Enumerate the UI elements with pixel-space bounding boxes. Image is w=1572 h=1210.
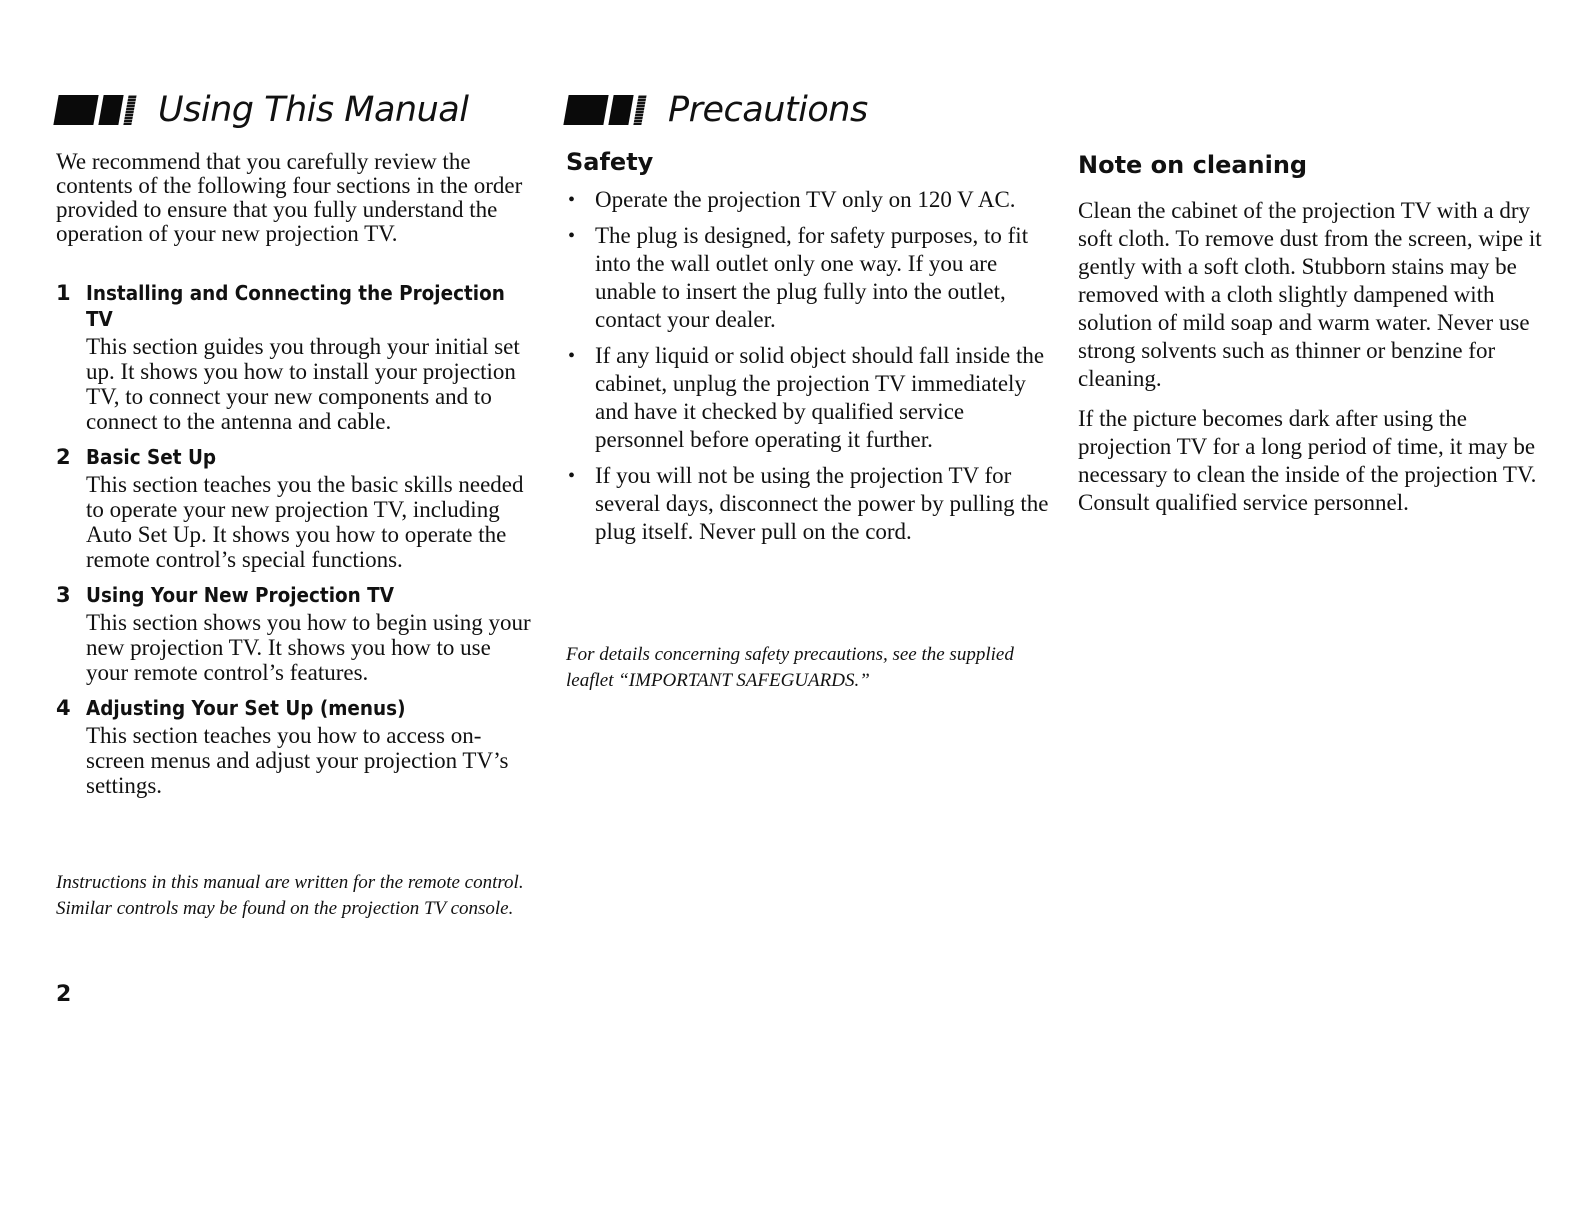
- safety-item-text: If any liquid or solid object should fall inside the cabinet, unplug the projection TV immediately and have it checked by qualified service personnel before operating it further.: [595, 343, 1045, 452]
- bullet-icon: •: [568, 345, 576, 367]
- precautions-header: [566, 86, 868, 134]
- cleaning-paragraph: If the picture becomes dark after using the projection TV for a long period of time, it may be necessary to clean the inside of the projection TV. Consult qualified service personnel.: [1078, 406, 1537, 515]
- section-number: 4: [56, 696, 71, 720]
- section-marker-icon: [566, 95, 644, 125]
- bullet-icon: •: [568, 465, 576, 487]
- safety-list: [566, 186, 1056, 554]
- using-manual-title: Using This Manual: [158, 90, 469, 130]
- section-description: This section guides you through your initial set up. It shows you how to install your projection TV, to connect your new components and to connect to the antenna and cable.: [86, 334, 520, 434]
- section-number: 1: [56, 281, 71, 305]
- precautions-title: Precautions: [668, 90, 868, 130]
- section-description: This section teaches you the basic skills needed to operate your new projection TV, including Auto Set Up. It shows you how to operate the remote control’s special functions.: [86, 472, 524, 572]
- section-title: Adjusting Your Set Up (menus): [86, 696, 406, 720]
- safety-item-text: If you will not be using the projection TV for several days, disconnect the power by pulling the plug itself. Never pull on the cord.: [595, 463, 1049, 544]
- intro-paragraph: We recommend that you carefully review the contents of the following four sections in the order provided to ensure that you fully understand the operation of your new projection TV.: [56, 149, 523, 246]
- section-marker-icon: [56, 95, 134, 125]
- section-number: 3: [56, 583, 71, 607]
- safety-details-note: For details concerning safety precautions, see the supplied leaflet “IMPORTANT SAFEGUARDS.”: [566, 644, 1014, 691]
- safety-heading: Safety: [566, 148, 654, 176]
- manual-section-item: [56, 582, 536, 685]
- safety-item: [566, 186, 1056, 214]
- section-number: 2: [56, 445, 71, 469]
- bullet-icon: •: [568, 225, 576, 247]
- bullet-icon: •: [568, 189, 576, 211]
- section-description: This section shows you how to begin using your new projection TV. It shows you how to use your remote control’s features.: [86, 610, 531, 685]
- safety-item-text: Operate the projection TV only on 120 V AC.: [595, 187, 1016, 212]
- manual-section-item: [56, 280, 536, 434]
- section-title: Using Your New Projection TV: [86, 583, 394, 607]
- remote-control-note: Instructions in this manual are written for the remote control. Similar controls may be found on the projection TV console.: [56, 872, 524, 919]
- safety-item: [566, 222, 1056, 334]
- section-title: Installing and Connecting the Projection TV: [86, 281, 505, 331]
- page-number: 2: [56, 982, 72, 1007]
- safety-item-text: The plug is designed, for safety purposes, to fit into the wall outlet only one way. If you are unable to insert the plug fully into the outlet, contact your dealer.: [595, 223, 1029, 332]
- cleaning-heading: Note on cleaning: [1078, 151, 1308, 179]
- manual-section-list: [56, 280, 536, 808]
- manual-section-item: [56, 695, 536, 798]
- manual-section-item: [56, 444, 536, 572]
- section-description: This section teaches you how to access on-screen menus and adjust your projection TV’s settings.: [86, 723, 509, 798]
- safety-item: [566, 462, 1056, 546]
- cleaning-paragraph: Clean the cabinet of the projection TV with a dry soft cloth. To remove dust from the screen, wipe it gently with a soft cloth. Stubborn stains may be removed with a cloth slightly dampened with solution of mild soap and warm water. Never use strong solvents such as thinner or benzine for cleaning.: [1078, 198, 1542, 391]
- using-manual-header: [56, 86, 468, 134]
- section-title: Basic Set Up: [86, 445, 217, 469]
- safety-item: [566, 342, 1056, 454]
